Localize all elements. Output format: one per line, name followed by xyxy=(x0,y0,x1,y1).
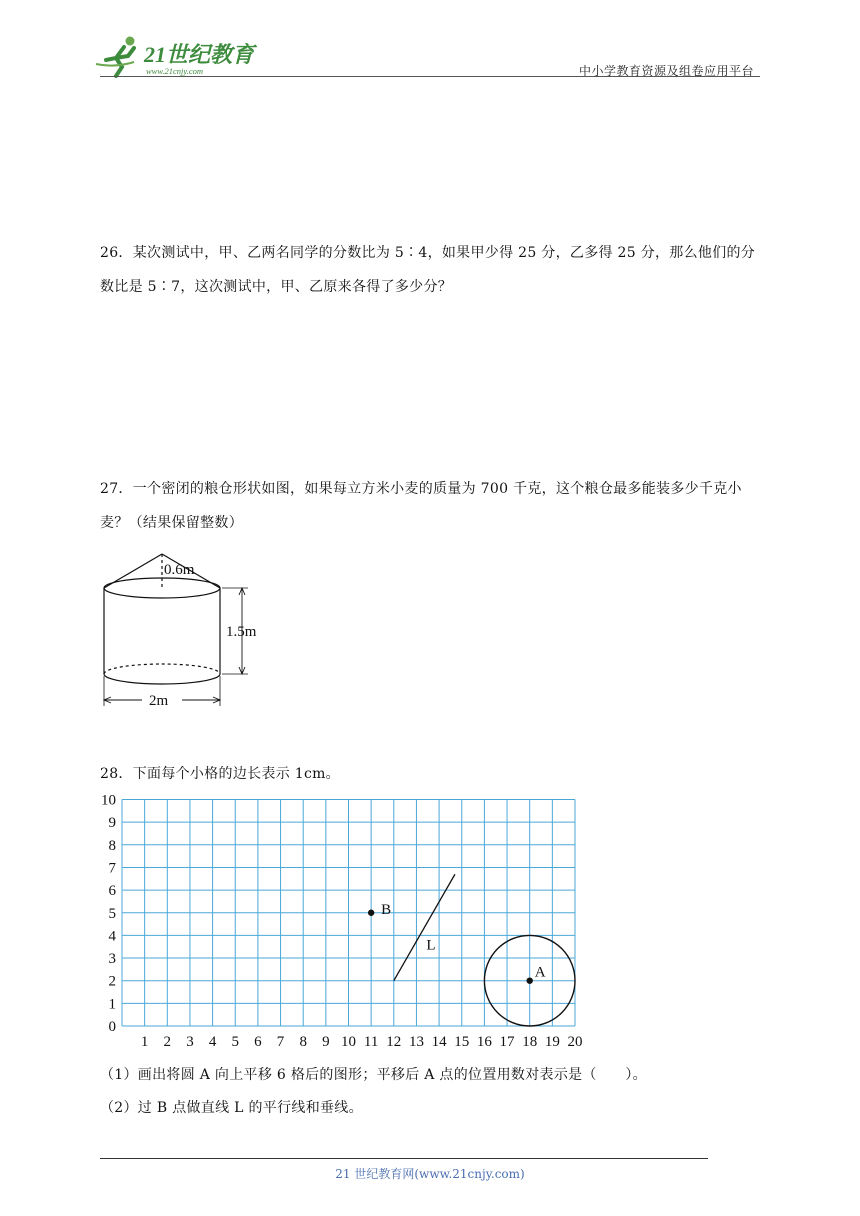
y-tick-label: 5 xyxy=(108,905,116,922)
x-tick-label: 5 xyxy=(231,1034,239,1050)
y-tick-label: 10 xyxy=(101,792,116,809)
x-tick-label: 13 xyxy=(408,1034,424,1050)
y-tick-label: 9 xyxy=(108,815,116,832)
y-tick-label: 1 xyxy=(108,996,116,1013)
grid-lines xyxy=(122,800,575,1027)
x-tick-label: 10 xyxy=(341,1034,356,1050)
point-a xyxy=(527,978,533,984)
cone-height-label: 0.6m xyxy=(164,562,195,578)
x-tick-label: 20 xyxy=(567,1034,583,1050)
x-tick-label: 7 xyxy=(276,1034,285,1050)
runner-icon xyxy=(96,37,135,77)
x-tick-label: 17 xyxy=(499,1034,515,1050)
x-tick-label: 19 xyxy=(544,1034,560,1050)
question-26: 26．某次测试中，甲、乙两名同学的分数比为 5∶4，如果甲少得 25 分，乙多得 25 分，那么他们的分数比是 5∶7，这次测试中，甲、乙原来各得了多少分？ xyxy=(100,245,756,295)
bottom-ellipse-front xyxy=(104,674,220,684)
x-tick-label: 3 xyxy=(186,1034,194,1050)
x-tick-label: 8 xyxy=(299,1034,307,1050)
footer-text: 21 世纪教育网(www.21cnjy.com) xyxy=(335,1167,525,1181)
bottom-ellipse-back xyxy=(104,664,220,674)
point-b xyxy=(368,910,374,916)
x-tick-label: 11 xyxy=(363,1034,379,1050)
y-tick-label: 2 xyxy=(108,973,116,990)
logo-url: www.21cnjy.com xyxy=(146,66,203,76)
question-28-part-2: （2）过 B 点做直线 L 的平行线和垂线。 xyxy=(100,1100,363,1116)
x-tick-label: 9 xyxy=(322,1034,330,1050)
question-28: 28．下面每个小格的边长表示 1cm。 xyxy=(100,766,340,782)
x-tick-label: 12 xyxy=(386,1034,402,1050)
x-tick-label: 6 xyxy=(254,1034,262,1050)
header-divider xyxy=(100,76,760,77)
y-tick-label: 0 xyxy=(108,1019,116,1035)
logo xyxy=(94,34,264,78)
x-tick-label: 14 xyxy=(431,1034,447,1050)
platform-name: 中小学教育资源及组卷应用平台 xyxy=(578,64,754,78)
x-tick-label: 4 xyxy=(208,1034,217,1050)
question-28-part-1: （1）画出将圆 A 向上平移 6 格后的图形；平移后 A 点的位置用数对表示是（ ）。 xyxy=(100,1067,647,1083)
x-tick-label: 1 xyxy=(140,1034,149,1050)
point-b-label: B xyxy=(381,901,392,918)
y-tick-label: 7 xyxy=(108,860,116,877)
granary-figure xyxy=(96,546,286,716)
x-tick-label: 18 xyxy=(522,1034,538,1050)
x-tick-label: 16 xyxy=(476,1034,492,1050)
grid-tick-labels xyxy=(101,793,583,1051)
logo-text: 21世纪教育 xyxy=(144,42,255,67)
y-tick-label: 4 xyxy=(108,928,116,945)
y-tick-label: 3 xyxy=(108,951,116,968)
footer-divider xyxy=(100,1158,708,1159)
cylinder-height-label: 1.5m xyxy=(226,624,257,640)
x-tick-label: 2 xyxy=(163,1034,172,1050)
y-tick-label: 6 xyxy=(108,883,116,900)
x-tick-label: 15 xyxy=(454,1034,470,1050)
point-a-label: A xyxy=(534,964,546,981)
y-tick-label: 8 xyxy=(108,837,116,854)
coordinate-grid xyxy=(88,788,600,1058)
line-l-label: L xyxy=(426,937,436,954)
diameter-label: 2m xyxy=(149,693,169,709)
question-27: 27．一个密闭的粮仓形状如图，如果每立方米小麦的质量为 700 千克，这个粮仓最多能装多少千克小麦？（结果保留整数） xyxy=(100,481,742,531)
